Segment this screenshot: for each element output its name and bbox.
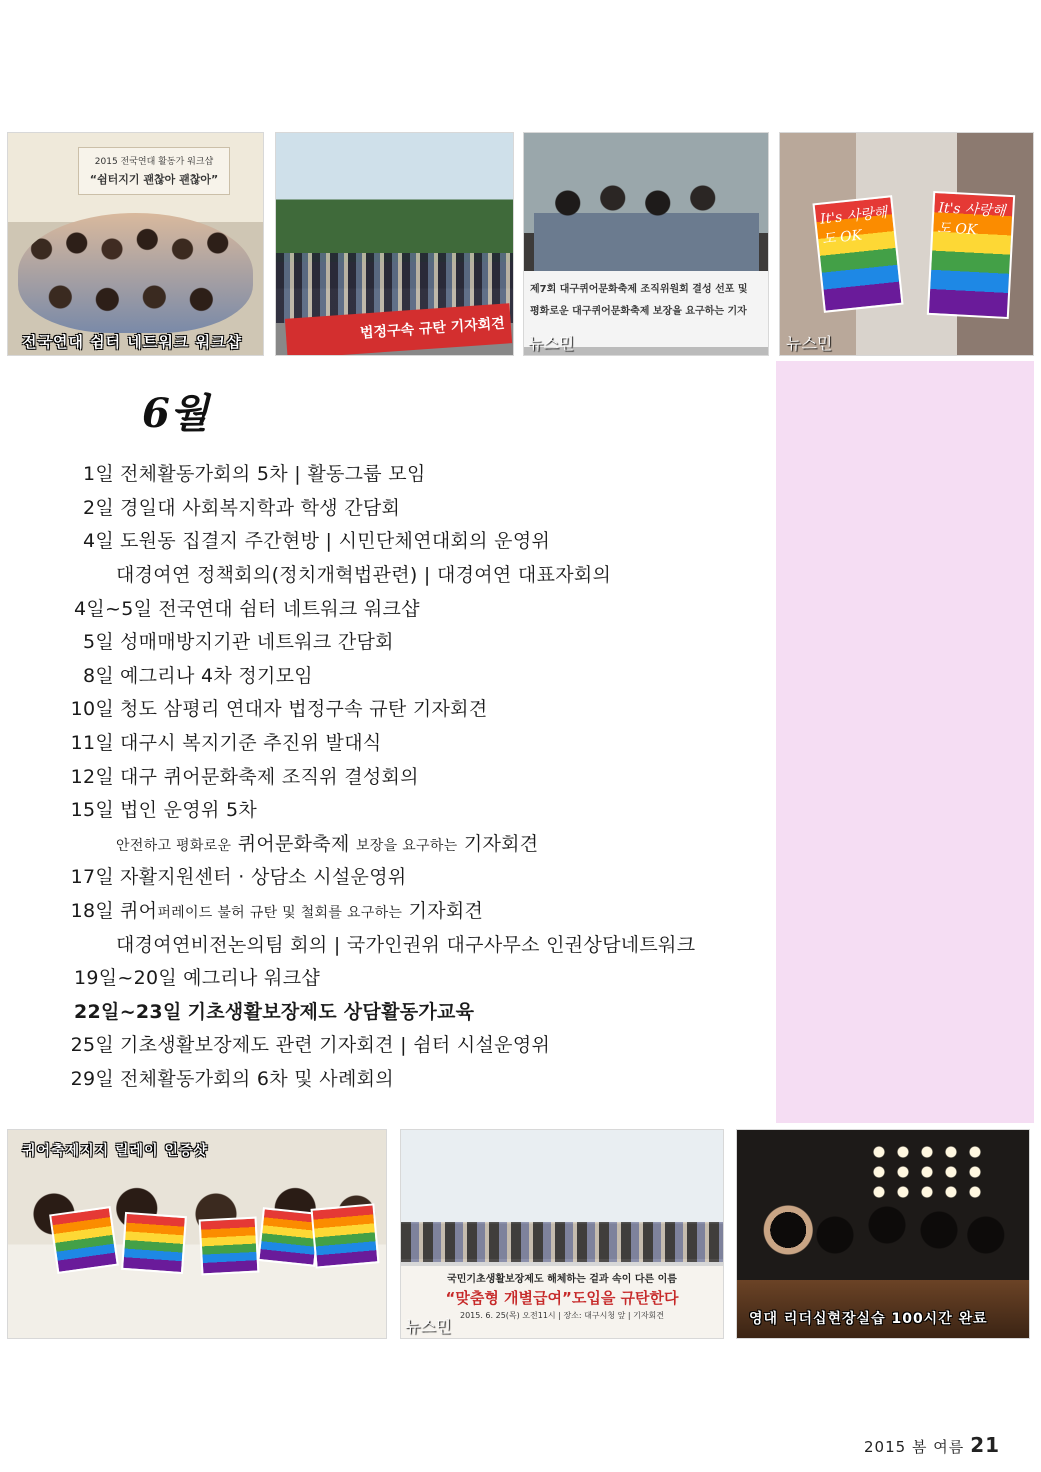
- photo-queer-relay: [8, 1130, 386, 1338]
- workshop-banner-title: 2015 전국연대 활동가 워크샵: [94, 157, 214, 167]
- watermark-newsmin: 뉴스민: [786, 334, 833, 353]
- schedule-day: 11일: [70, 732, 114, 755]
- schedule-row: [60, 624, 770, 658]
- group-people: [757, 1190, 1017, 1290]
- rainbow-sign: [121, 1212, 187, 1274]
- crowd: [401, 1222, 723, 1262]
- speakers: [534, 173, 759, 273]
- schedule-row: [60, 456, 770, 490]
- schedule-row: [60, 859, 770, 893]
- schedule-day: 19일~20일: [74, 967, 178, 990]
- caption-yeungnam-leadership: 영대 리더십현장실습 100시간 완료: [749, 1311, 988, 1327]
- press-banner-text: 법정구속 규탄 기자회견: [359, 315, 506, 342]
- schedule-day: 4일~5일: [74, 597, 153, 620]
- schedule-row-continued: [60, 926, 770, 960]
- page-footer: [864, 1433, 1000, 1457]
- photo-rainbow-signs: [780, 133, 1033, 355]
- photo-queer-festival-press: [524, 133, 768, 355]
- schedule-row: [60, 691, 770, 725]
- schedule-row-continued: [60, 557, 770, 591]
- schedule-day: 15일: [70, 799, 114, 822]
- workshop-banner: [78, 147, 230, 195]
- schedule-text: 대경여연 정책회의(정치개혁법관련) | 대경여연 대표자회의: [116, 564, 612, 587]
- schedule-row: [60, 758, 770, 792]
- festival-banner-line2: 평화로운 대구퀴어문화축제 보장을 요구하는 기자: [530, 306, 747, 317]
- rainbow-sign: [311, 1203, 380, 1268]
- schedule-text: 예그리나 4차 정기모임: [120, 664, 313, 687]
- caption-shelter-workshop: 전국연대 쉼터 네트워크 워크샵: [22, 333, 243, 351]
- schedule-text: 대구 퀴어문화축제 조직위 결성회의: [120, 765, 419, 788]
- photo-shelter-workshop: [8, 133, 263, 355]
- schedule-text: 성매매방지기관 네트워크 간담회: [120, 631, 394, 654]
- group-people: [18, 213, 253, 333]
- schedule-text: 전체활동가회의 5차 | 활동그룹 모임: [120, 463, 426, 486]
- schedule-text: 전국연대 쉼터 네트워크 워크샵: [158, 597, 420, 620]
- schedule-text: 경일대 사회복지학과 학생 간담회: [120, 496, 401, 519]
- schedule-text-mixed: [116, 829, 538, 856]
- schedule-text: 대구시 복지기준 추진위 발대식: [120, 732, 382, 755]
- rainbow-sign: [199, 1217, 260, 1276]
- watermark-newsmin: 뉴스민: [528, 334, 575, 353]
- schedule-text-small: 퍼레이드 불허 규탄 및 철회를 요구하는: [157, 905, 403, 922]
- schedule-day: 8일: [82, 664, 114, 687]
- rainbow-sign-left: [812, 195, 903, 313]
- schedule-row: [60, 590, 770, 624]
- schedule-text: 기초생활보장제도 관련 기자회견 | 쉼터 시설운영위: [120, 1034, 551, 1057]
- schedule-row: [60, 523, 770, 557]
- schedule-day: 18일: [70, 900, 114, 923]
- livelihood-banner-line1: 국민기초생활보장제도 해체하는 겉과 속이 다른 이름: [447, 1274, 677, 1285]
- schedule-text-big: 기자회견: [463, 832, 539, 855]
- photo-cheongdo-press: [276, 133, 513, 355]
- schedule-day: 2일: [82, 496, 114, 519]
- schedule-row: [60, 1061, 770, 1095]
- schedule-row-continued: [60, 826, 770, 860]
- caption-queer-relay: 퀴어축제지지 릴레이 인증샷: [22, 1143, 209, 1159]
- june-schedule: [60, 456, 770, 1094]
- rainbow-sign-right: [927, 191, 1015, 319]
- schedule-row: [60, 792, 770, 826]
- schedule-text-big: 퀴어: [120, 900, 158, 923]
- schedule-text-big: 기자회견: [408, 900, 484, 923]
- schedule-row: [60, 1027, 770, 1061]
- schedule-text: 법인 운영위 5차: [120, 799, 257, 822]
- schedule-day: 1일: [82, 463, 114, 486]
- schedule-text: 대경여연비전논의팀 회의 | 국가인권위 대구사무소 인권상담네트워크: [116, 933, 696, 956]
- schedule-text-small: 보장을 요구하는: [355, 837, 458, 854]
- festival-banner-line1: 제7회 대구퀴어문화축제 조직위원회 결성 선포 및: [530, 284, 748, 295]
- schedule-text: 도원동 집결지 주간현방 | 시민단체연대회의 운영위: [120, 530, 551, 553]
- schedule-row: [60, 658, 770, 692]
- photo-yeungnam-leadership: [737, 1130, 1029, 1338]
- schedule-text: 자활지원센터 · 상담소 시설운영위: [120, 866, 407, 889]
- schedule-day: 4일: [82, 530, 114, 553]
- watermark-newsmin: 뉴스민: [405, 1317, 452, 1336]
- schedule-day: 22일~23일: [74, 1000, 182, 1023]
- rainbow-sign-left-text: It's 사랑해도 OK: [819, 204, 888, 248]
- schedule-day: 12일: [70, 765, 114, 788]
- schedule-text-small: 안전하고 평화로운: [116, 837, 232, 854]
- schedule-day: 17일: [70, 866, 114, 889]
- schedule-row: [60, 725, 770, 759]
- schedule-text: 기초생활보장제도 상담활동가교육: [187, 1000, 475, 1023]
- issue-label: 2015 봄 여름: [864, 1438, 965, 1456]
- page-number: 21: [970, 1433, 1001, 1457]
- schedule-text: 청도 삼평리 연대자 법정구속 규탄 기자회견: [120, 698, 488, 721]
- workshop-banner-subtitle: “쉼터지기 괜찮아 괜찮아”: [89, 173, 219, 186]
- schedule-row-highlight: [60, 994, 770, 1028]
- schedule-text: 전체활동가회의 6차 및 사례회의: [120, 1067, 394, 1090]
- livelihood-banner-line2: “맞춤형 개별급여”도입을 규탄한다: [445, 1289, 679, 1307]
- rainbow-sign-right-text: It's 사랑해도 OK: [936, 200, 1006, 239]
- schedule-day: 25일: [70, 1034, 114, 1057]
- schedule-text-big: 퀴어문화축제: [237, 832, 350, 855]
- schedule-day: 29일: [70, 1067, 114, 1090]
- schedule-row: [60, 490, 770, 524]
- rainbow-sign: [49, 1206, 119, 1274]
- schedule-row: [60, 893, 770, 927]
- pink-side-panel: [776, 361, 1034, 1123]
- schedule-day: 5일: [82, 631, 114, 654]
- month-heading: 6월: [142, 390, 209, 437]
- schedule-day: 10일: [70, 698, 114, 721]
- schedule-row: [60, 960, 770, 994]
- livelihood-banner-line3: 2015. 6. 25(목) 오전11시 | 장소: 대구시청 앞 | 기자회견: [459, 1311, 665, 1320]
- schedule-text: 예그리나 워크샵: [183, 967, 321, 990]
- schedule-text-mixed: [120, 896, 483, 923]
- photo-basic-livelihood-press: [401, 1130, 723, 1338]
